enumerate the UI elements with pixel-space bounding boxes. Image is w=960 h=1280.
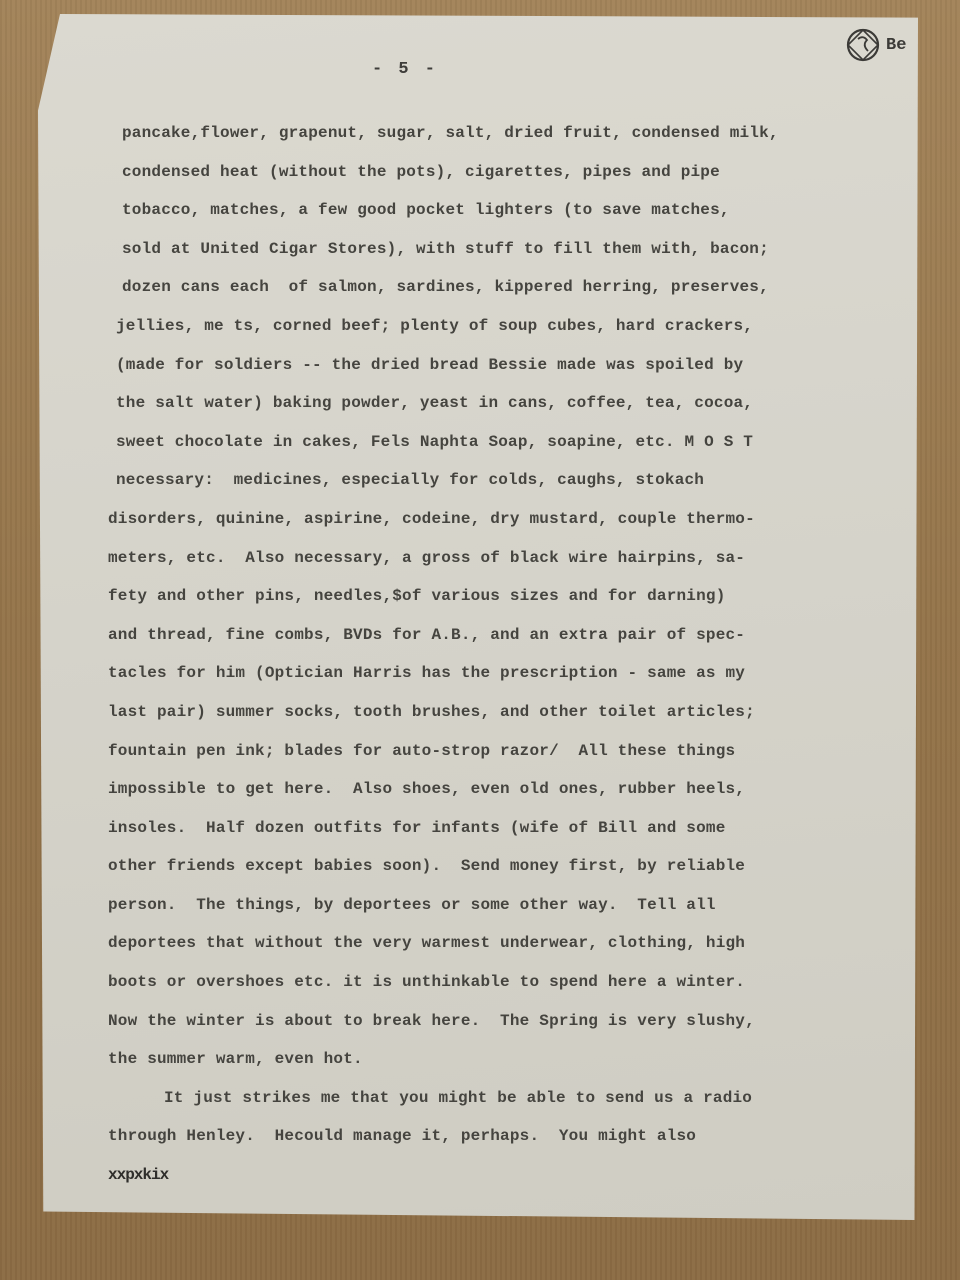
- text-line: dozen cans each of salmon, sardines, kippered herring, preserves,: [122, 278, 769, 297]
- text-line: necessary: medicines, especially for colds, caughs, stokach: [116, 471, 705, 490]
- text-line: impossible to get here. Also shoes, even old ones, rubber heels,: [108, 780, 746, 799]
- text-line: jellies, me ts, corned beef; plenty of soup cubes, hard crackers,: [116, 316, 754, 335]
- struck-out-text: xxpxkix: [108, 1166, 169, 1185]
- text-line: deportees that without the very warmest underwear, clothing, high: [108, 934, 746, 953]
- page-number: - 5 -: [372, 60, 439, 79]
- text-line: and thread, fine combs, BVDs for A.B., and an extra pair of spec-: [108, 625, 746, 644]
- circled-monogram-stamp-icon: [844, 26, 882, 64]
- text-line: sold at United Cigar Stores), with stuff to fill them with, bacon;: [122, 239, 769, 258]
- text-line: disorders, quinine, aspirine, codeine, dry mustard, couple thermo-: [108, 509, 755, 528]
- text-line: sweet chocolate in cakes, Fels Naphta Soap, soapine, etc. M O S T: [116, 432, 754, 451]
- text-line: Now the winter is about to break here. The Spring is very slushy,: [108, 1011, 755, 1030]
- text-line: condensed heat (without the pots), cigarettes, pipes and pipe: [122, 162, 720, 181]
- text-line: fety and other pins, needles,$of various sizes and for darning): [108, 587, 726, 606]
- text-line: person. The things, by deportees or some other way. Tell all: [108, 895, 716, 914]
- text-line: through Henley. Hecould manage it, perhaps. You might also: [108, 1127, 697, 1146]
- text-line: pancake,flower, grapenut, sugar, salt, dried fruit, condensed milk,: [122, 124, 779, 142]
- stamp-label: Be: [886, 36, 907, 55]
- text-line: tobacco, matches, a few good pocket lighters (to save matches,: [122, 201, 730, 220]
- text-line: tacles for him (Optician Harris has the prescription - same as my: [108, 664, 746, 683]
- text-line: the summer warm, even hot.: [108, 1050, 363, 1069]
- letter-body: [108, 114, 898, 1195]
- text-line: other friends except babies soon). Send money first, by reliable: [108, 857, 746, 876]
- text-line: boots or overshoes etc. it is unthinkable to spend here a winter.: [108, 973, 746, 992]
- text-line: insoles. Half dozen outfits for infants (wife of Bill and some: [108, 818, 726, 837]
- text-line: (made for soldiers -- the dried bread Bessie made was spoiled by: [116, 355, 744, 374]
- text-line: the salt water) baking powder, yeast in cans, coffee, tea, cocoa,: [116, 394, 754, 413]
- paragraph-start-line: It just strikes me that you might be able to send us a radio: [164, 1088, 753, 1107]
- text-line: fountain pen ink; blades for auto-strop razor/ All these things: [108, 741, 736, 760]
- text-line: last pair) summer socks, tooth brushes, and other toilet articles;: [108, 702, 755, 721]
- text-line: meters, etc. Also necessary, a gross of black wire hairpins, sa-: [108, 548, 746, 567]
